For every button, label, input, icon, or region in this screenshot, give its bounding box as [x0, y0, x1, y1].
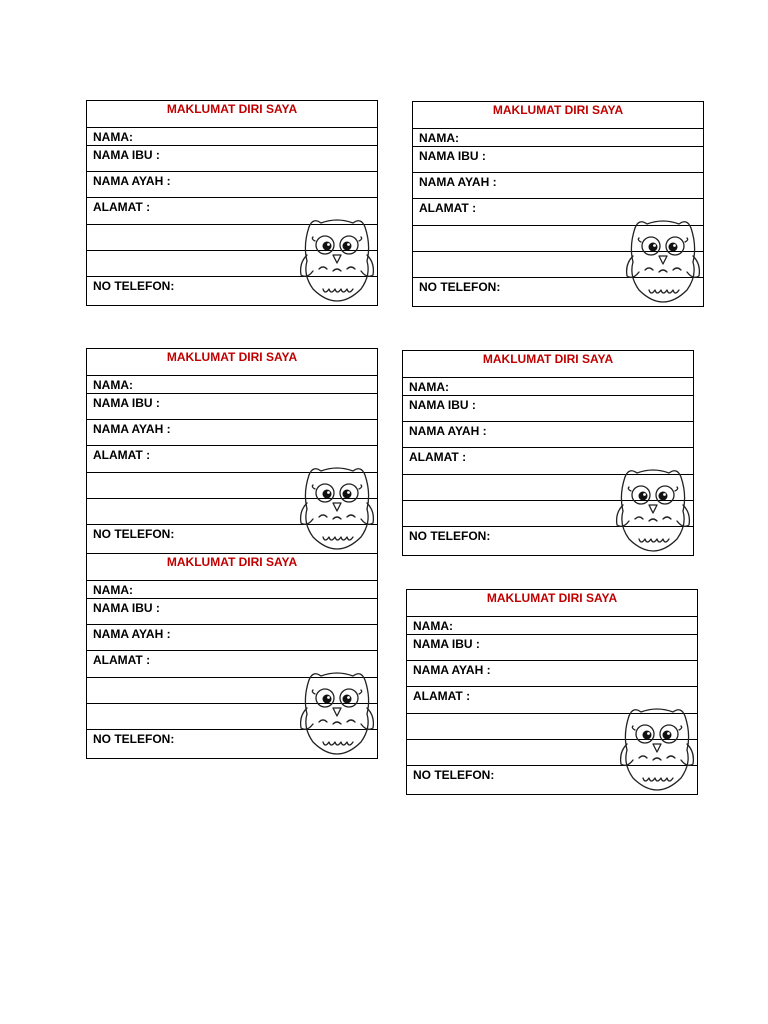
info-card — [412, 101, 704, 307]
alamat-field-label[interactable]: ALAMAT : — [87, 446, 377, 473]
owl-icon — [623, 216, 703, 306]
nama-field-label[interactable]: NAMA: — [87, 376, 377, 394]
nama-field-label[interactable]: NAMA: — [407, 617, 697, 635]
alamat-field-label[interactable]: ALAMAT : — [413, 199, 703, 226]
no-telefon-field-label[interactable]: NO TELEFON: — [409, 529, 491, 543]
no-telefon-field-label[interactable]: NO TELEFON: — [419, 280, 501, 294]
nama-field-label[interactable]: NAMA: — [413, 129, 703, 147]
nama-field-label[interactable]: NAMA: — [87, 581, 377, 599]
card-title: MAKLUMAT DIRI SAYA — [407, 590, 697, 617]
owl-icon — [613, 465, 693, 555]
nama-ayah-field-label[interactable]: NAMA AYAH : — [87, 420, 377, 446]
nama-ibu-field-label[interactable]: NAMA IBU : — [87, 599, 377, 625]
nama-field-label[interactable]: NAMA: — [403, 378, 693, 396]
no-telefon-field-label[interactable]: NO TELEFON: — [413, 768, 495, 782]
card-title: MAKLUMAT DIRI SAYA — [413, 102, 703, 129]
nama-ibu-field-label[interactable]: NAMA IBU : — [87, 394, 377, 420]
nama-ayah-field-label[interactable]: NAMA AYAH : — [403, 422, 693, 448]
no-telefon-field-label[interactable]: NO TELEFON: — [93, 279, 175, 293]
owl-icon — [617, 704, 697, 794]
nama-ibu-field-label[interactable]: NAMA IBU : — [413, 147, 703, 173]
nama-ayah-field-label[interactable]: NAMA AYAH : — [87, 625, 377, 651]
alamat-field-label[interactable]: ALAMAT : — [403, 448, 693, 475]
nama-ayah-field-label[interactable]: NAMA AYAH : — [413, 173, 703, 199]
info-card — [406, 589, 698, 795]
info-card — [86, 348, 378, 554]
alamat-field-label[interactable]: ALAMAT : — [87, 198, 377, 225]
nama-ayah-field-label[interactable]: NAMA AYAH : — [407, 661, 697, 687]
no-telefon-field-label[interactable]: NO TELEFON: — [93, 527, 175, 541]
nama-ayah-field-label[interactable]: NAMA AYAH : — [87, 172, 377, 198]
card-title: MAKLUMAT DIRI SAYA — [87, 101, 377, 128]
card-title: MAKLUMAT DIRI SAYA — [87, 554, 377, 581]
nama-ibu-field-label[interactable]: NAMA IBU : — [87, 146, 377, 172]
info-card — [86, 100, 378, 306]
owl-icon — [297, 463, 377, 553]
nama-field-label[interactable]: NAMA: — [87, 128, 377, 146]
info-card — [402, 350, 694, 556]
nama-ibu-field-label[interactable]: NAMA IBU : — [403, 396, 693, 422]
card-title: MAKLUMAT DIRI SAYA — [403, 351, 693, 378]
card-title: MAKLUMAT DIRI SAYA — [87, 349, 377, 376]
no-telefon-field-label[interactable]: NO TELEFON: — [93, 732, 175, 746]
nama-ibu-field-label[interactable]: NAMA IBU : — [407, 635, 697, 661]
alamat-field-label[interactable]: ALAMAT : — [407, 687, 697, 714]
owl-icon — [297, 215, 377, 305]
alamat-field-label[interactable]: ALAMAT : — [87, 651, 377, 678]
info-card — [86, 553, 378, 759]
owl-icon — [297, 668, 377, 758]
